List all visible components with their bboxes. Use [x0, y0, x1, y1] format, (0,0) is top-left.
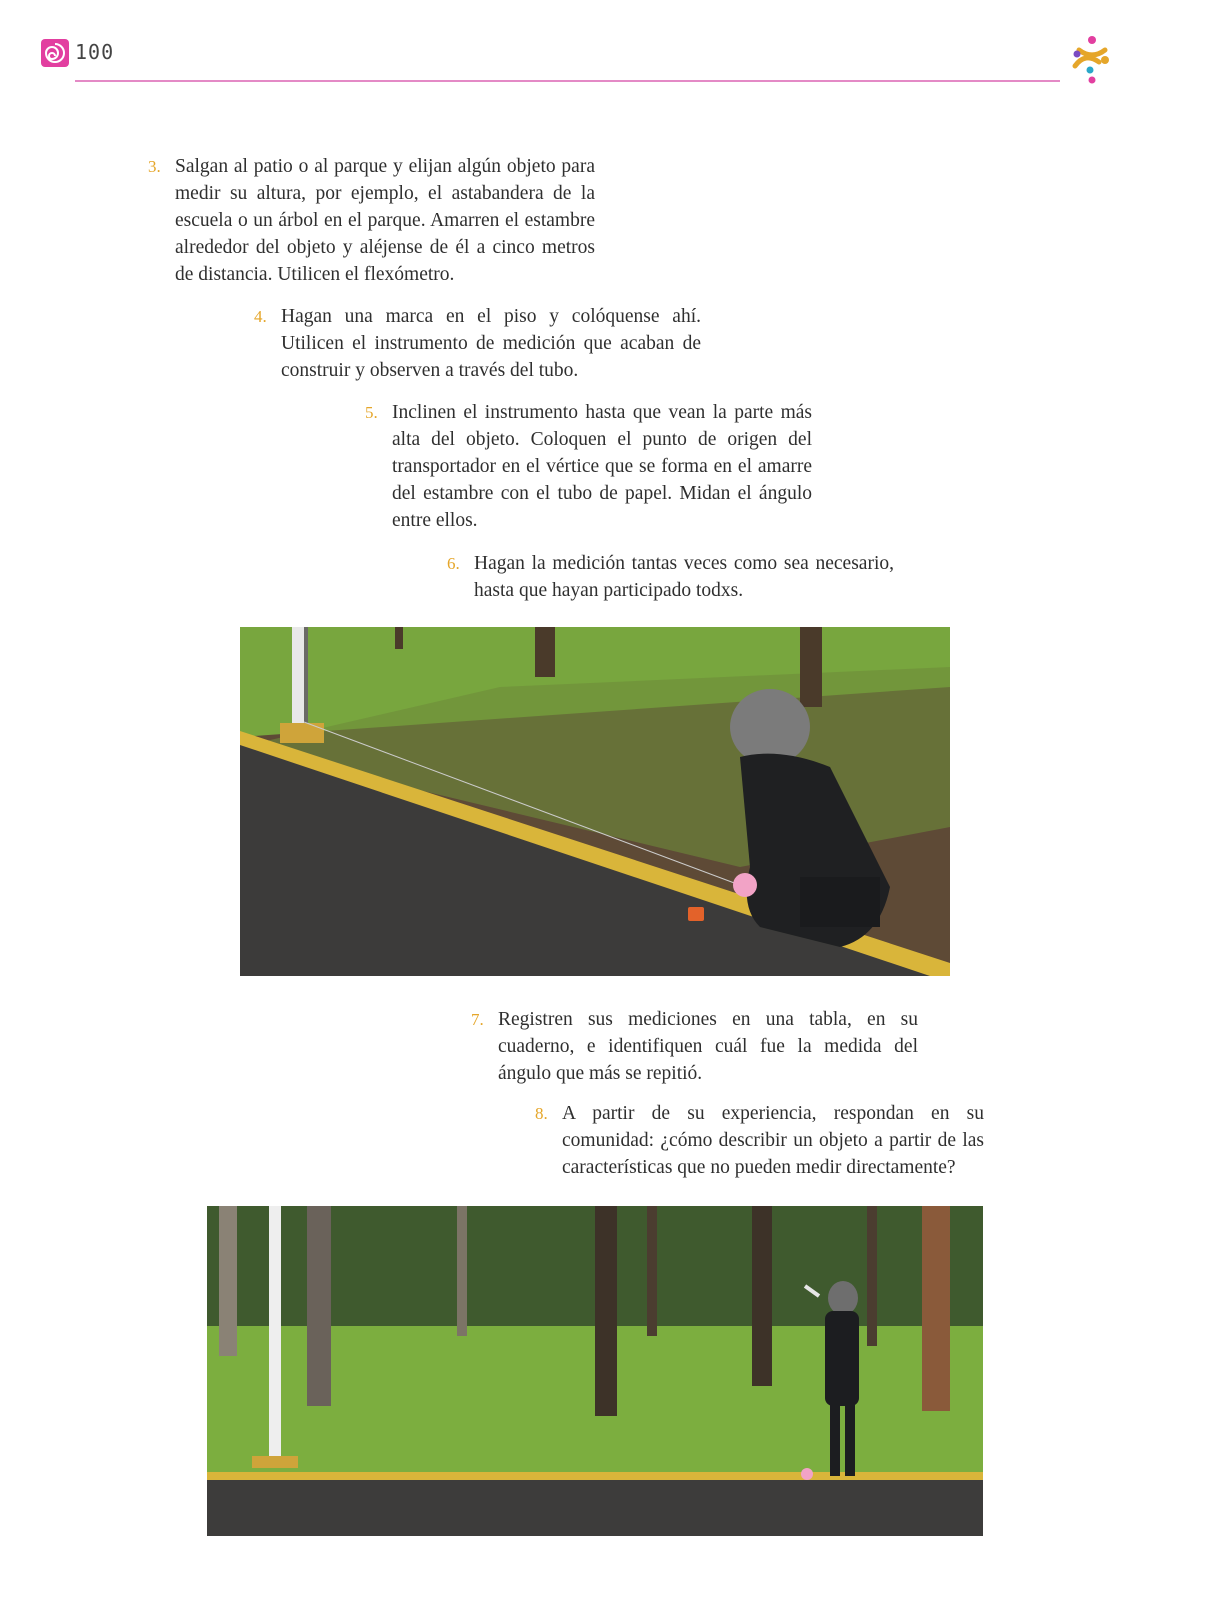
step-number: 7.	[471, 1010, 484, 1029]
step-8	[535, 1100, 984, 1181]
step-5	[365, 399, 812, 534]
step-number: 3.	[148, 157, 161, 176]
photo-observing-through-tube	[207, 1206, 983, 1536]
step-3	[148, 153, 595, 288]
step-text: A partir de su experiencia, respondan en su comunidad: ¿cómo describir un objeto a partir de las características que no pueden medir directamente?	[562, 1103, 984, 1178]
step-text: Hagan una marca en el piso y colóquense ahí. Utilicen el instrumento de medición que acaban de construir y observen a través del tubo.	[281, 306, 701, 381]
step-number: 6.	[447, 554, 460, 573]
step-text: Registren sus mediciones en una tabla, en su cuaderno, e identifiquen cuál fue la medida del ángulo que más se repitió.	[498, 1009, 918, 1084]
step-6	[447, 550, 894, 604]
step-text: Hagan la medición tantas veces como sea necesario, hasta que hayan participado todxs.	[474, 553, 894, 601]
step-number: 4.	[254, 307, 267, 326]
step-number: 5.	[365, 403, 378, 422]
step-text: Inclinen el instrumento hasta que vean la parte más alta del objeto. Coloquen el punto de origen del transportador en el vértice que se forma en el amarre del estambre con el tubo de papel. Midan el ángulo entre ellos.	[392, 402, 812, 531]
spiral-ornament-icon	[40, 38, 70, 68]
step-4	[254, 303, 701, 384]
header-divider	[75, 80, 1060, 82]
community-people-icon	[1065, 32, 1119, 86]
step-7	[471, 1006, 918, 1087]
page-number: 100	[75, 40, 115, 64]
step-number: 8.	[535, 1104, 548, 1123]
step-text: Salgan al patio o al parque y elijan algún objeto para medir su altura, por ejemplo, el astabandera de la escuela o un árbol en el parque. Amarren el estambre alrededor del objeto y aléjense de él a cinco metros de distancia. Utilicen el flexómetro.	[175, 156, 595, 285]
photo-measuring-distance	[240, 627, 950, 976]
